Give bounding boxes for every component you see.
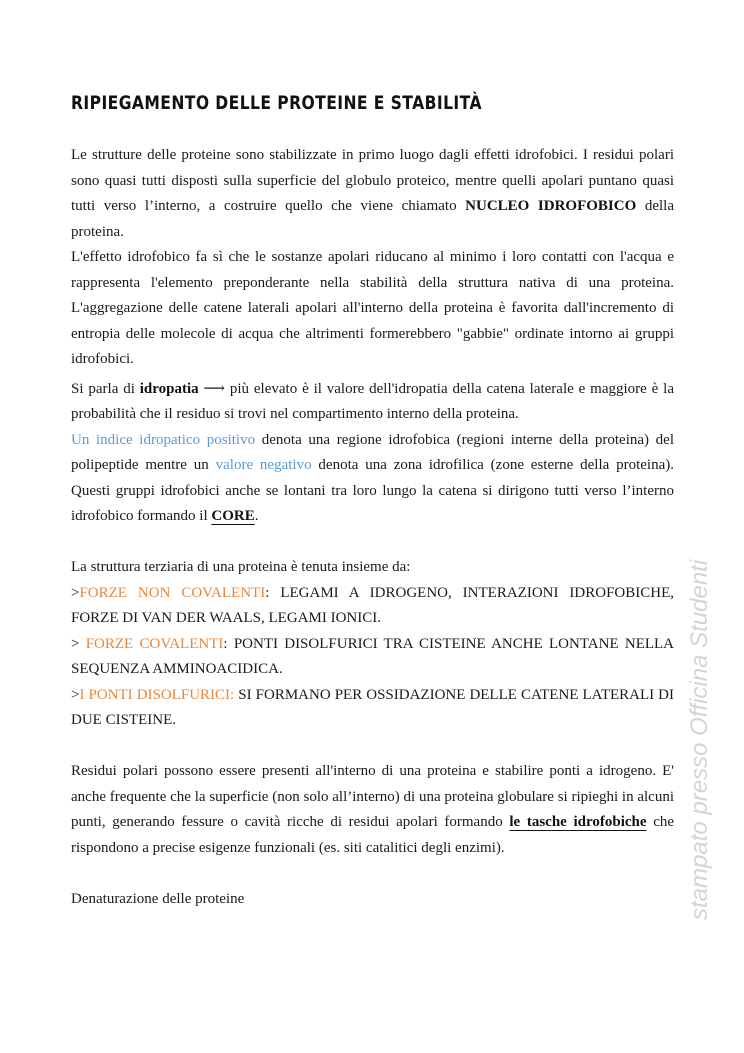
text: : xyxy=(223,635,234,652)
text: Residui polari possono essere presenti all'interno di una proteina e stabilire ponti a idrogeno. E' anche frequente che la superficie (non solo all’interno) di una proteina globulare si ripieghi in alcuni punti, generando fessure o cavità ricche di residui apolari formando xyxy=(71,763,674,830)
page-title: RIPIEGAMENTO DELLE PROTEINE E STABILITÀ xyxy=(71,92,482,114)
text: > xyxy=(71,686,80,703)
list-label: FORZE NON COVALENTI xyxy=(79,584,266,601)
paragraph-hydrophobic-effect: L'effetto idrofobico fa sì che le sostanze apolari riducano al minimo i loro contatti con l'acqua e rappresenta l'elemento preponderante nella stabilità della struttura nativa di una proteina. L'aggregazione delle catene laterali apolari all'interno della proteina è favorita dall'incremento di entropia delle molecole di acqua che altrimenti formerebbero "gabbie" ordinate intorno ai gruppi idrofobici. xyxy=(71,249,674,367)
text: della proteina. xyxy=(71,198,674,240)
text: denota una zona idrofilica (zone esterne della proteina). Questi gruppi idrofobici anche se lontani tra loro lungo la catena si dirigono tutti verso l’interno idrofobico formando il xyxy=(71,457,674,524)
text: PONTI DISOLFURICI TRA CISTEINE ANCHE LONTANE NELLA xyxy=(233,635,675,652)
text: SI FORMANO PER OSSIDAZIONE DELLE CATENE LATERALI DI DUE CISTEINE. xyxy=(71,686,675,728)
paragraph-tertiary-structure: La struttura terziaria di una proteina è tenuta insieme da: xyxy=(71,559,411,575)
paragraph-hydropathic-index xyxy=(71,428,674,530)
text: Le strutture delle proteine sono stabilizzate in primo luogo dagli effetti idrofobici. I residui polari sono quasi tutti disposti sulla superficie del globulo proteico, mentre quelli apolari puntano quasi tutti verso l’interno, a costruire quello che viene chiamato xyxy=(71,147,674,214)
highlight-positive-index: Un indice idropatico positivo xyxy=(71,431,256,448)
paragraph-hydrophobic-effects xyxy=(71,143,674,245)
list-item xyxy=(71,632,674,658)
text: > xyxy=(71,584,80,601)
highlight-negative-value: valore negativo xyxy=(215,457,312,473)
text: LEGAMI A IDROGENO, INTERAZIONI IDROFOBICHE, FORZE DI VAN DER WAALS, LEGAMI IONICI. xyxy=(71,584,675,626)
list-item-continuation: SEQUENZA AMMINOACIDICA. xyxy=(71,661,283,677)
text: Si parla di xyxy=(71,380,140,397)
watermark: stampato presso Officina Studenti xyxy=(686,559,713,920)
paragraph-idropatia xyxy=(71,377,674,428)
keyword-nucleo-idrofobico: NUCLEO IDROFOBICO xyxy=(465,198,637,214)
keyword-tasche-idrofobiche: le tasche idrofobiche xyxy=(509,814,647,830)
text: . xyxy=(254,508,259,524)
list-item xyxy=(71,683,674,734)
text: denota una regione idrofobica (regioni interne della proteina) del polipeptide mentre un xyxy=(71,431,674,473)
text: più elevato è il valore dell'idropatia della catena laterale e maggiore è la probabilità che il residuo si trovi nel compartimento interno della proteina. xyxy=(71,380,674,422)
list-label: I PONTI DISOLFURICI: xyxy=(79,686,235,703)
keyword-core: CORE xyxy=(211,508,255,524)
paragraph-polar-residues xyxy=(71,759,674,861)
arrow-icon: ⟶ xyxy=(198,380,230,397)
keyword-idropatia: idropatia xyxy=(139,380,199,397)
text: > xyxy=(71,635,86,652)
section-heading-denaturation: Denaturazione delle proteine xyxy=(71,890,245,907)
text: che rispondono a precise esigenze funzionali (es. siti catalitici degli enzimi). xyxy=(71,814,675,856)
document-body xyxy=(71,143,674,912)
text: : xyxy=(265,584,281,601)
list-label: FORZE COVALENTI xyxy=(85,635,224,652)
list-item xyxy=(71,581,674,632)
